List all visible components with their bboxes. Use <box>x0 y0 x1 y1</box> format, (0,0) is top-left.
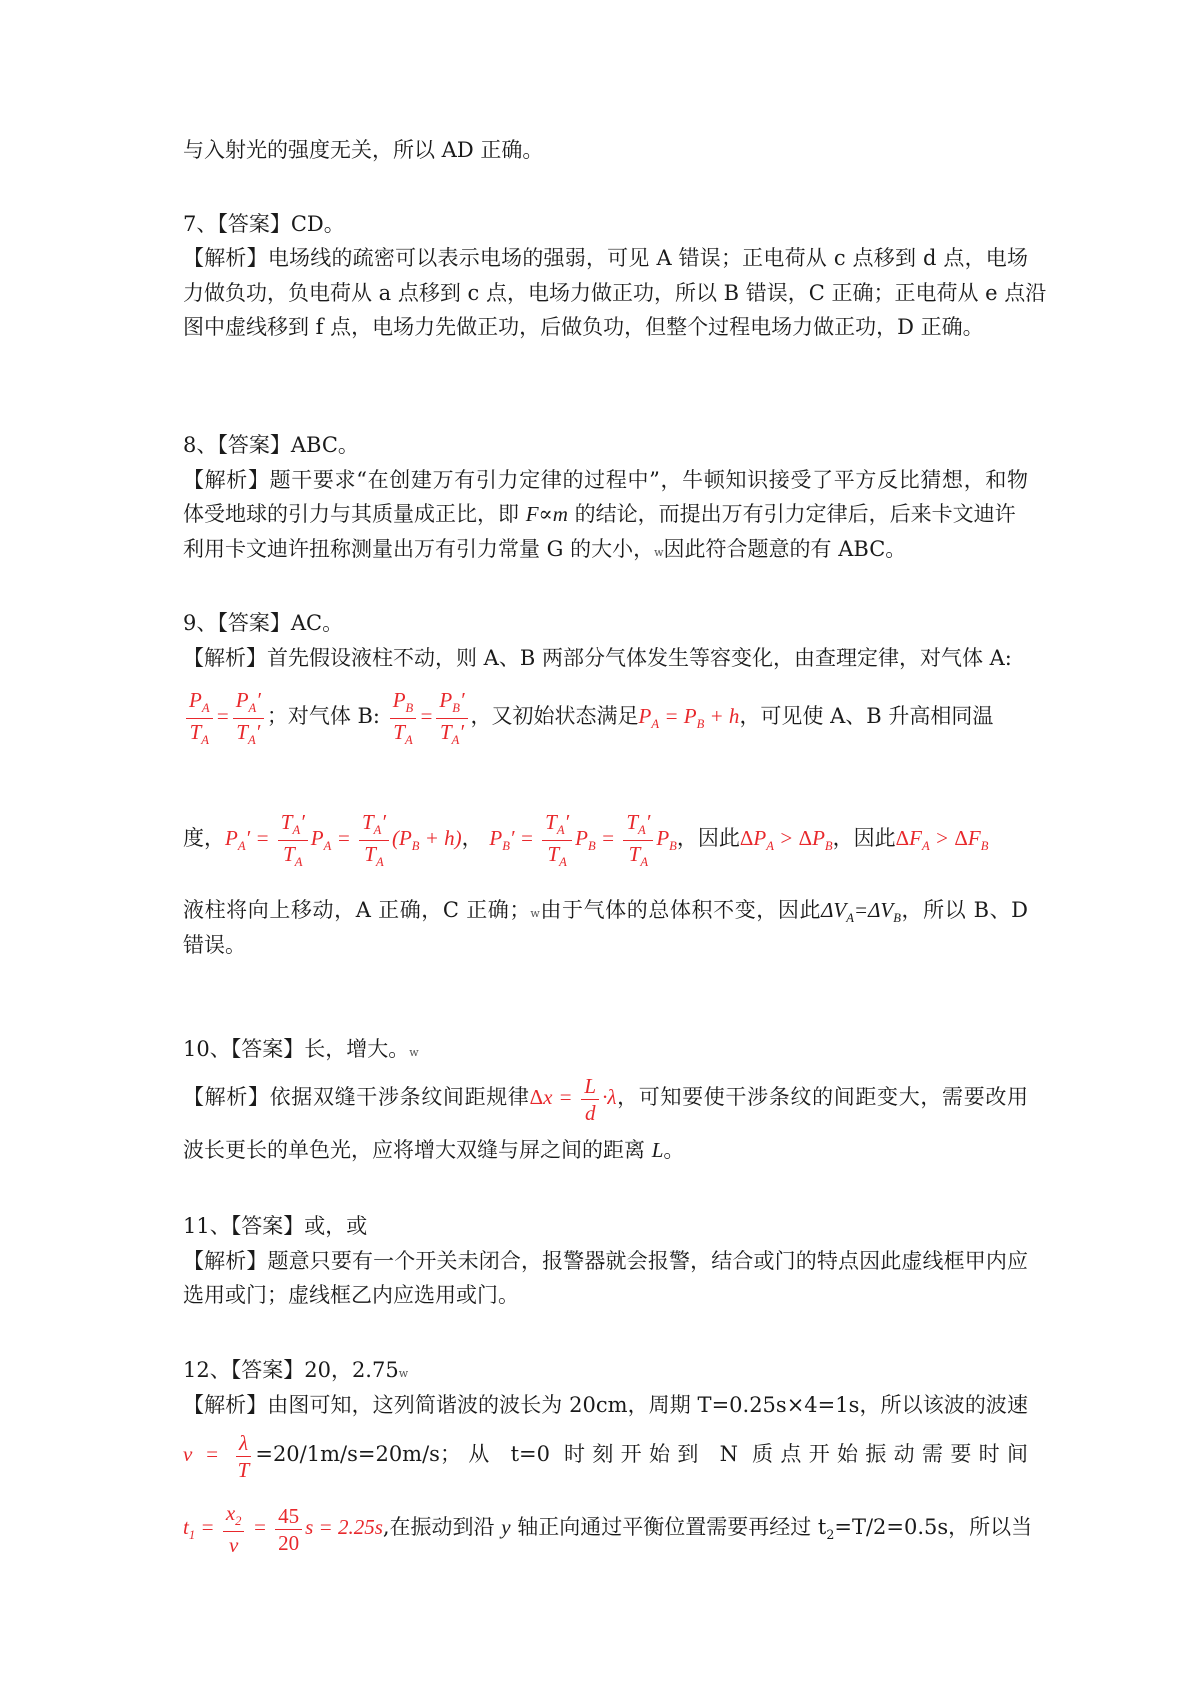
text-run: ，因此 <box>676 826 740 850</box>
text-run: 液柱将向上移动，A 正确，C 正确； <box>183 898 531 922</box>
q10-answer <box>183 1031 1028 1071</box>
q12-analysis-line-3 <box>183 1497 1033 1565</box>
formula-fringe-spacing: Δx = $\frac{L}{d}$ ·λ <box>529 1073 617 1125</box>
formula-pb-prime: $P_B'$ = $\frac{T_A'}{T_A}$ $P_B$ = $\frac{T_A'}{T_A}$ $P_B$ <box>489 810 677 869</box>
text-run: ， <box>461 826 483 850</box>
q11-analysis-line-1: 【解析】题意只要有一个开关未闭合，报警器就会报警，结合或门的特点因此虚线框甲内应 <box>183 1249 1028 1273</box>
q11-answer: 11、【答案】或，或 <box>183 1214 368 1238</box>
text-run: ，所以 B、D <box>900 898 1029 922</box>
text-run: ，又初始状态满足 <box>470 704 639 728</box>
text-run: 度， <box>183 826 225 850</box>
formula-t1: $t_1$ = $\frac{x_2}{v}$ = $\frac{45}{20}$ s = 2.25s <box>183 1501 383 1557</box>
formula-delta-v: $\Delta V_A=\Delta V_B$ <box>821 898 901 926</box>
text-run: ，因此 <box>832 826 896 850</box>
q8-analysis-line-3 <box>183 531 1028 571</box>
text-run: =20/1m/s=20m/s；从 t=0 时刻开始到 N 质点开始振动需要时间 <box>255 1442 1028 1466</box>
variable-y: y <box>501 1515 511 1539</box>
q12-analysis-line-1: 【解析】由图可知，这列简谐波的波长为 20cm，周期 T=0.25s×4=1s，所以该波的波速 <box>183 1393 1028 1417</box>
formula-charles-b: $\frac{P_B}{T_A}$ = $\frac{P_B'}{T_A'}$ <box>387 704 471 728</box>
q7-analysis-line-3: 图中虚线移到 f 点，电场力先做正功，后做负功，但整个过程电场力做正功，D 正确。 <box>183 315 984 339</box>
q9-answer: 9、【答案】AC。 <box>183 611 344 635</box>
text-line: 与入射光的强度无关，所以 AD 正确。 <box>183 138 544 162</box>
text-run: ,在振动到沿 <box>382 1515 502 1539</box>
text-run: ，可知要使干涉条纹的间距变大，需要改用 <box>616 1085 1029 1109</box>
watermark-glyph: w <box>530 907 540 920</box>
q9-formula-line-2 <box>183 808 1028 876</box>
text-run: 10、【答案】长，增大。 <box>183 1037 410 1061</box>
q10-analysis-line-1 <box>183 1067 1028 1127</box>
watermark-glyph: w <box>398 1367 409 1380</box>
variable-l: L <box>651 1138 664 1162</box>
formula-delta-f: $\Delta F_A > \Delta F_B$ <box>895 826 989 854</box>
text-run: 体受地球的引力与其质量成正比，即 <box>183 502 526 526</box>
text-run: 。 <box>663 1138 685 1162</box>
q9-formula-line-1 <box>183 688 1028 752</box>
formula-f-prop-m: F∝m <box>525 502 568 526</box>
q9-analysis-line-5: 错误。 <box>183 933 246 957</box>
text-run: 利用卡文迪许扭称测量出万有引力常量 G 的大小， <box>183 537 655 561</box>
q12-analysis-line-2 <box>183 1424 1028 1484</box>
text-run: 的结论，而提出万有引力定律后，后来卡文迪许 <box>567 502 1016 526</box>
q9-analysis-line-1: 【解析】首先假设液柱不动，则 A、B 两部分气体发生等容变化，由查理定律，对气体 A: <box>183 646 1012 670</box>
q8-analysis-line-1: 【解析】题干要求“在创建万有引力定律的过程中”，牛顿知识接受了平方反比猜想，和物 <box>183 468 1028 492</box>
text-run: 由于气体的总体积不变，因此 <box>539 898 822 922</box>
text-run: ；对气体 B: <box>266 704 381 728</box>
q12-answer <box>183 1352 1028 1392</box>
q8-analysis-line-2 <box>183 496 1028 532</box>
text-run: 12、【答案】20，2.75 <box>183 1358 399 1382</box>
formula-charles-a: $\frac{P_A}{T_A}$ = $\frac{P_A'}{T_A'}$ <box>183 704 267 728</box>
text-run: 轴正向通过平衡位置需要再经过 t <box>510 1515 827 1539</box>
formula-pa-prime: $P_A'$ = $\frac{T_A'}{T_A}$ $P_A$ = $\frac{T_A'}{T_A}$ $(P_B + h)$ <box>225 810 462 869</box>
subscript: 2 <box>826 1527 835 1543</box>
text-run: 【解析】依据双缝干涉条纹间距规律 <box>183 1085 530 1109</box>
q10-analysis-line-2 <box>183 1132 1028 1168</box>
formula-wave-speed: v = $\frac{\lambda}{T}$ <box>183 1430 250 1482</box>
text-run: =T/2=0.5s，所以当 <box>834 1515 1033 1539</box>
q7-answer: 7、【答案】CD。 <box>183 212 345 236</box>
text-run: 波长更长的单色光，应将增大双缝与屏之间的距离 <box>183 1138 652 1162</box>
q7-analysis-line-1: 【解析】电场线的疏密可以表示电场的强弱，可见 A 错误；正电荷从 c 点移到 d 点，电场 <box>183 246 1028 270</box>
text-run: 因此符合题意的有 ABC。 <box>663 537 907 561</box>
text-run: ，可见使 A、B 升高相同温 <box>739 704 994 728</box>
q8-answer: 8、【答案】ABC。 <box>183 433 359 457</box>
formula-delta-p: $\Delta P_A > \Delta P_B$ <box>739 826 833 854</box>
q11-analysis-line-2: 选用或门；虚线框乙内应选用或门。 <box>183 1283 519 1307</box>
q7-analysis-line-2: 力做负功，负电荷从 a 点移到 c 点，电场力做正功，所以 B 错误，C 正确；正电荷从 e 点沿 <box>183 281 1047 305</box>
formula-initial-state: $P_A = P_B + h$ <box>638 704 740 732</box>
watermark-glyph: w <box>409 1046 419 1059</box>
watermark-glyph: w <box>654 546 664 559</box>
